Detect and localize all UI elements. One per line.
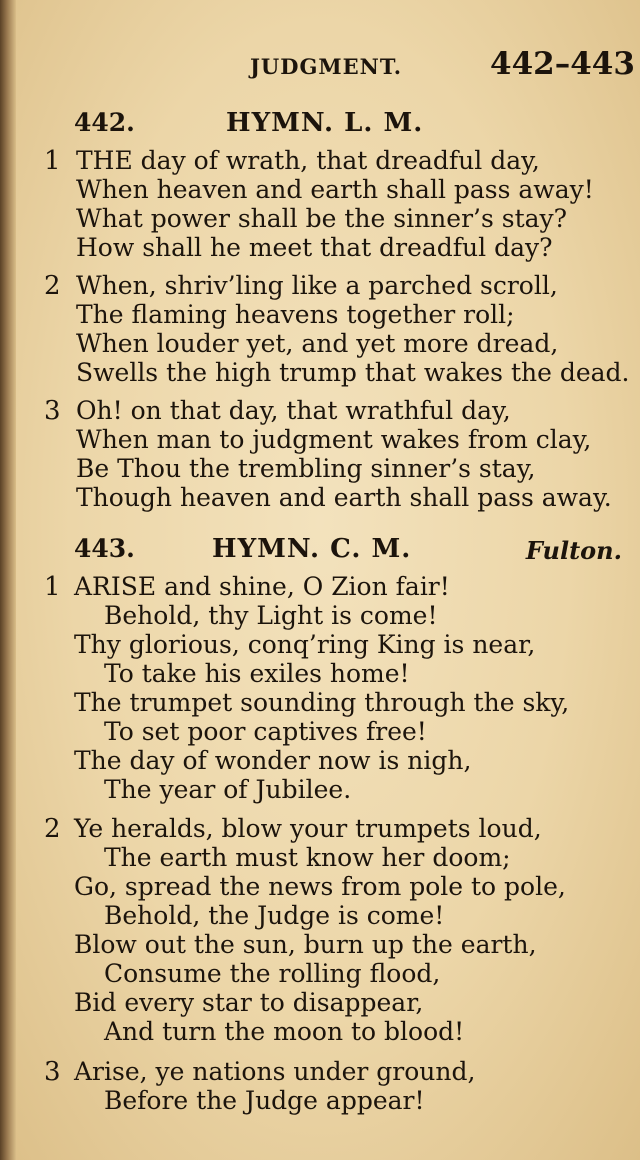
verse-line: When louder yet, and yet more dread, — [76, 329, 559, 358]
page-header — [0, 46, 640, 86]
stanza-number: 1 — [44, 146, 61, 176]
verse-line: Blow out the sun, burn up the earth, — [74, 930, 537, 959]
hymn-number: 442. — [74, 108, 135, 137]
verse-line: Thy glorious, conq’ring King is near, — [74, 630, 536, 659]
stanza-number: 3 — [44, 396, 61, 426]
verse-line: Consume the rolling flood, — [104, 959, 441, 988]
verse-line: Swells the high trump that wakes the dead. — [76, 358, 630, 387]
verse-line: The flaming heavens together roll; — [76, 300, 515, 329]
verse-line: The year of Jubilee. — [104, 775, 352, 804]
hymn-number: 443. — [74, 534, 135, 563]
tune-name: Fulton. — [525, 536, 622, 565]
verse-line: Be Thou the trembling sinner’s stay, — [76, 454, 536, 483]
stanza-number: 1 — [44, 572, 61, 602]
stanza-number: 2 — [44, 271, 61, 301]
verse-line: Oh! on that day, that wrathful day, — [76, 396, 511, 425]
book-spine-shadow — [0, 0, 16, 1160]
running-title: JUDGMENT. — [250, 54, 403, 79]
hymn-442-heading — [0, 108, 640, 144]
verse-line: Behold, the Judge is come! — [104, 901, 445, 930]
verse-line: Ye heralds, blow your trumpets loud, — [74, 814, 542, 843]
hymn-meter: HYMN. L. M. — [226, 108, 424, 138]
verse-line: Bid every star to disappear, — [74, 988, 424, 1017]
verse-line: Behold, thy Light is come! — [104, 601, 438, 630]
verse-line: Arise, ye nations under ground, — [74, 1057, 476, 1086]
hymn-number-range: 442–443 — [490, 46, 635, 82]
verse-line: When man to judgment wakes from clay, — [76, 425, 592, 454]
verse-line: How shall he meet that dreadful day? — [76, 233, 553, 262]
hymn-443-heading — [0, 534, 640, 570]
verse-line: When heaven and earth shall pass away! — [76, 175, 594, 204]
verse-line: The day of wonder now is nigh, — [74, 746, 472, 775]
verse-line: THE day of wrath, that dreadful day, — [76, 146, 540, 175]
verse-line: What power shall be the sinner’s stay? — [76, 204, 568, 233]
verse-line: Though heaven and earth shall pass away. — [76, 483, 612, 512]
hymn-meter: HYMN. C. M. — [212, 534, 412, 564]
verse-line: The earth must know her doom; — [104, 843, 511, 872]
verse-line: Before the Judge appear! — [104, 1086, 425, 1115]
verse-line: And turn the moon to blood! — [104, 1017, 465, 1046]
verse-line: To set poor captives free! — [104, 717, 427, 746]
verse-line: When, shriv’ling like a parched scroll, — [76, 271, 558, 300]
verse-line: To take his exiles home! — [104, 659, 410, 688]
stanza-number: 3 — [44, 1057, 61, 1087]
stanza-number: 2 — [44, 814, 61, 844]
verse-line: ARISE and shine, O Zion fair! — [74, 572, 450, 601]
verse-line: The trumpet sounding through the sky, — [74, 688, 570, 717]
verse-line: Go, spread the news from pole to pole, — [74, 872, 566, 901]
